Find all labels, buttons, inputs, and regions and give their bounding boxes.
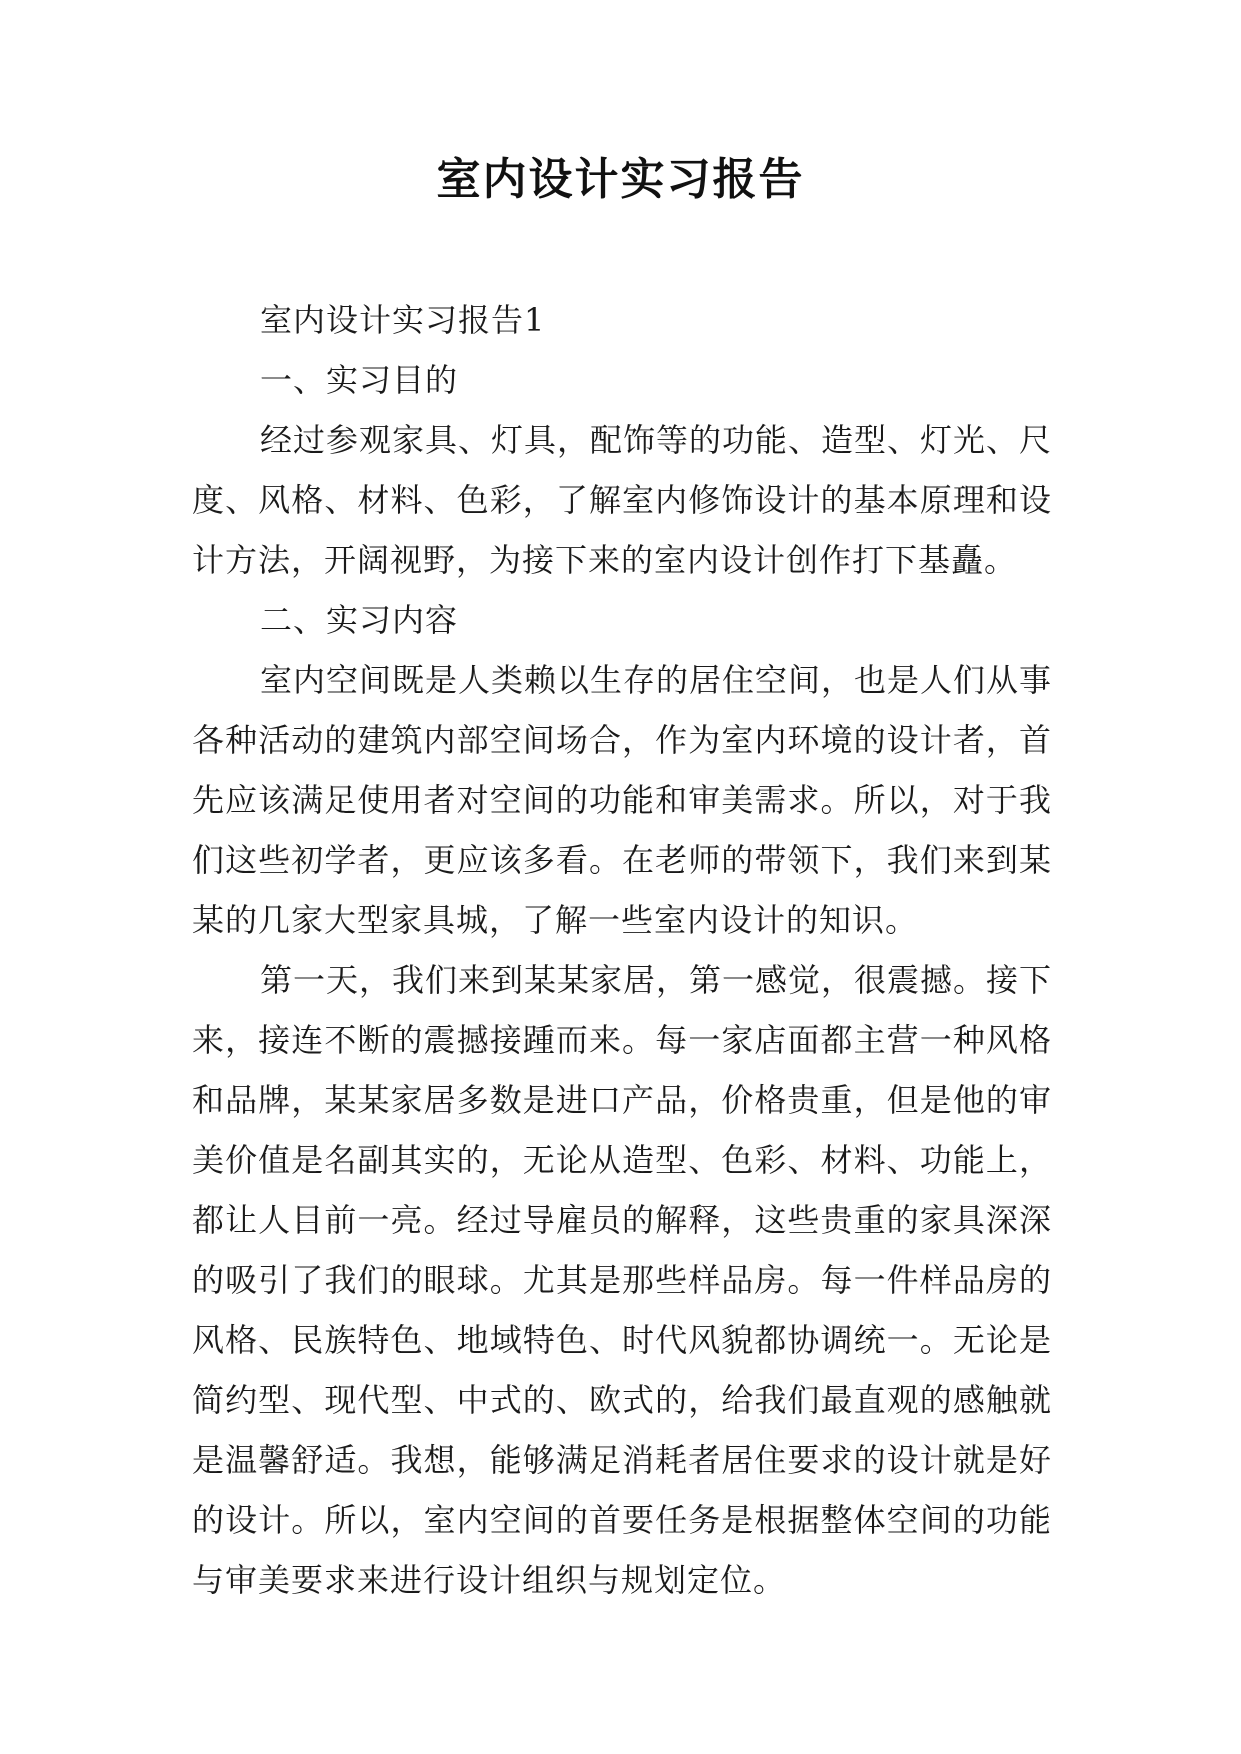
paragraph-report-heading: 室内设计实习报告1 (260, 301, 546, 339)
document-title: 室内设计实习报告 (436, 154, 805, 205)
paragraph-first-day: 第一天，我们来到某某家居，第一感觉，很震撼。接下来，接连不断的震撼接踵而来。每一家店面都主营一种风格和品牌，某某家居多数是进口产品，价格贵重，但是他的审美价值是名副其实的，无论从造型、色彩、材料、功能上，都让人目前一亮。经过导雇员的解释，这些贵重的家具深深的吸引了我们的眼球。尤其是那些样品房。每一件样品房的风格、民族特色、地域特色、时代风貌都协调统一。无论是简约型、现代型、中式的、欧式的，给我们最直观的感触就是温馨舒适。我想，能够满足消耗者居住要求的设计就是好的设计。所以，室内空间的首要任务是根据整体空间的功能与审美要求来进行设计组织与规划定位。 (192, 961, 1053, 1599)
paragraph-section-content: 二、实习内容 (260, 601, 459, 639)
document-body (192, 290, 1052, 1610)
paragraph-purpose-text: 经过参观家具、灯具，配饰等的功能、造型、灯光、尺度、风格、材料、色彩，了解室内修饰设计的基本原理和设计方法，开阔视野，为接下来的室内设计创作打下基矗。 (192, 421, 1053, 579)
paragraph-section-purpose: 一、实习目的 (260, 361, 459, 399)
paragraph-content-intro: 室内空间既是人类赖以生存的居住空间，也是人们从事各种活动的建筑内部空间场合，作为室内环境的设计者，首先应该满足使用者对空间的功能和审美需求。所以，对于我们这些初学者，更应该多看。在老师的带领下，我们来到某某的几家大型家具城，了解一些室内设计的知识。 (192, 661, 1053, 939)
